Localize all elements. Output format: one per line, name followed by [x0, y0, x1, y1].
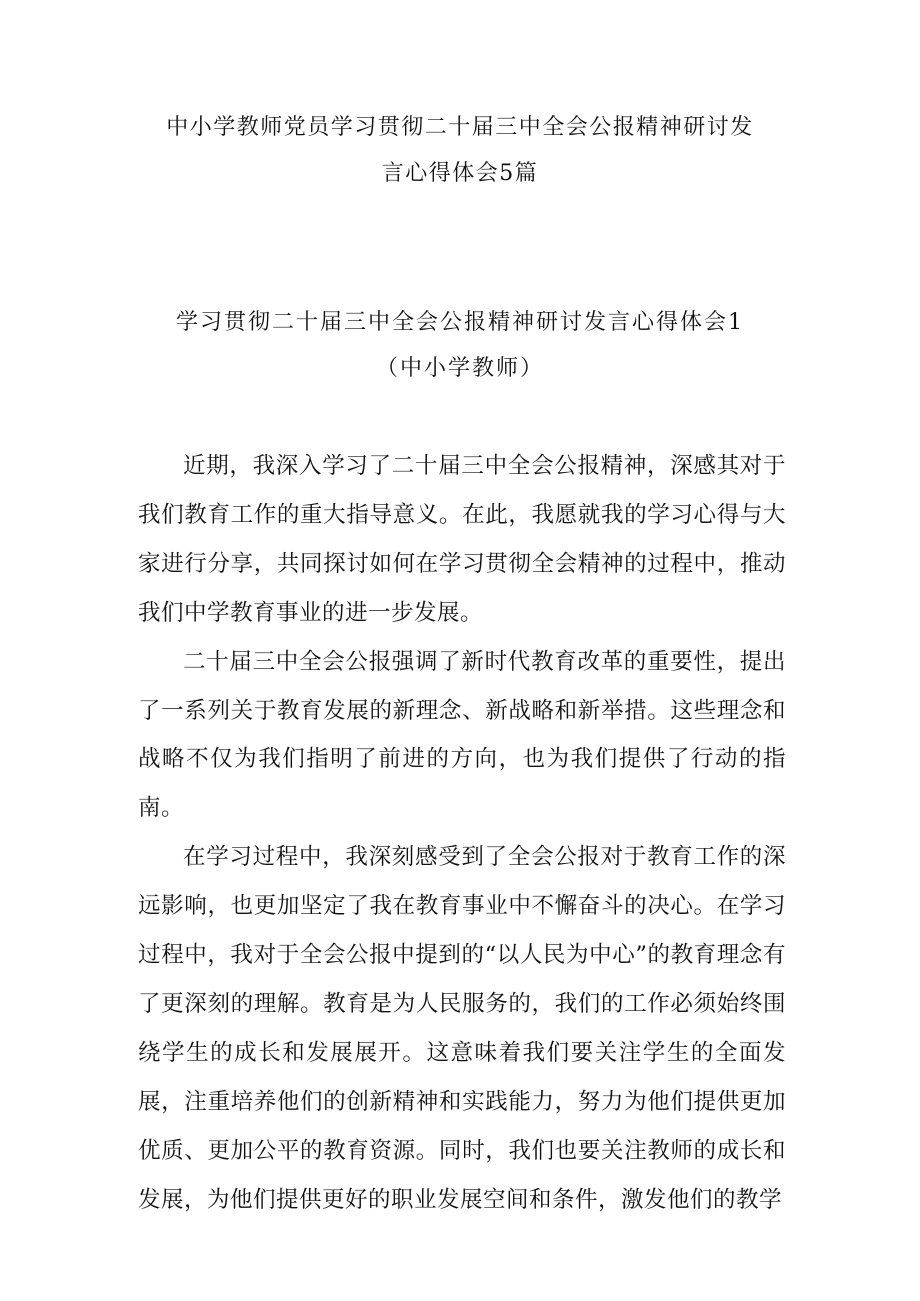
body-paragraph: 在学习过程中，我深刻感受到了全会公报对于教育工作的深远影响，也更加坚定了我在教育事业中不懈奋斗的决心。在学习过程中，我对于全会公报中提到的“以人民为中心”的教育理念有了更深刻的理解。教育是为人民服务的，我们的工作必须始终围绕学生的成长和发展展开。这意味着我们要关注学生的全面发展，注重培养他们的创新精神和实践能力，努力为他们提供更加优质、更加公平的教育资源。同时，我们也要关注教师的成长和发展，为他们提供更好的职业发展空间和条件，激发他们的教学: [138, 844, 786, 1213]
section-title-line-1: 学习贯彻二十届三中全会公报精神研讨发言心得体会1: [176, 310, 744, 335]
section-title-line-2: （中小学教师）: [375, 356, 544, 381]
document-title-line-1: 中小学教师党员学习贯彻二十届三中全会公报精神研讨发: [166, 115, 754, 140]
document-title-line-2: 言心得体会5篇: [381, 161, 539, 186]
body-paragraph: 二十届三中全会公报强调了新时代教育改革的重要性，提出了一系列关于教育发展的新理念、新战略和新举措。这些理念和战略不仅为我们指明了前进的方向，也为我们提供了行动的指南。: [138, 648, 786, 822]
body-paragraph: 近期，我深入学习了二十届三中全会公报精神，深感其对于我们教育工作的重大指导意义。在此，我愿就我的学习心得与大家进行分享，共同探讨如何在学习贯彻全会精神的过程中，推动我们中学教育事业的进一步发展。: [138, 453, 786, 626]
document-body: [138, 442, 786, 1225]
